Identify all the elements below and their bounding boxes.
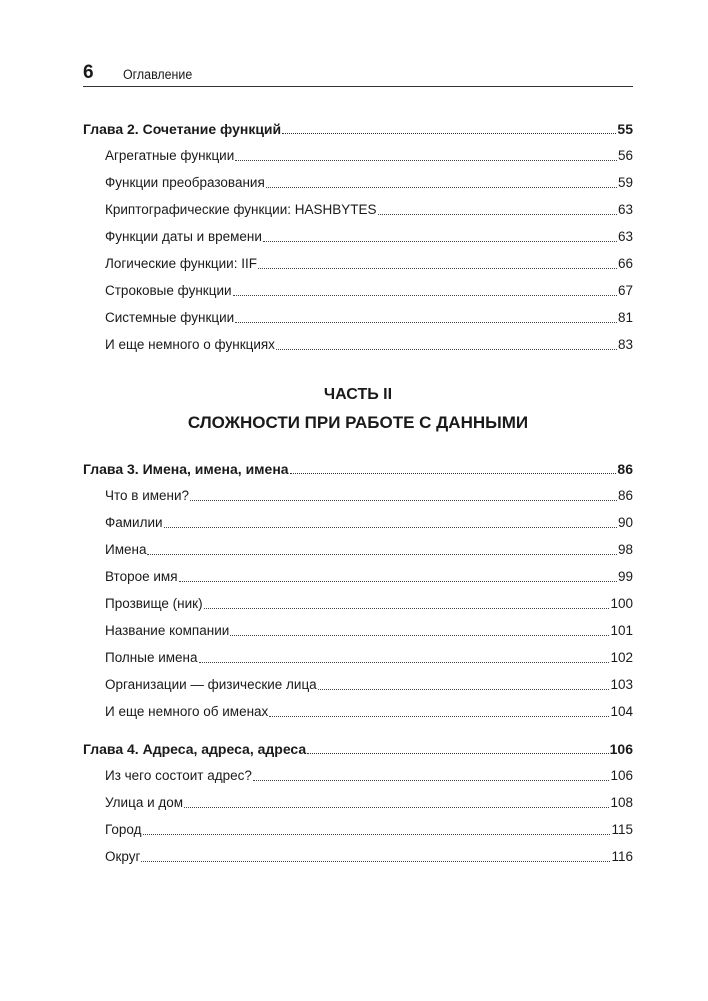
dot-leader bbox=[204, 607, 610, 609]
dot-leader bbox=[276, 348, 617, 350]
part-label: ЧАСТЬ II bbox=[323, 386, 393, 403]
dot-leader bbox=[230, 634, 609, 636]
dot-leader bbox=[190, 499, 617, 501]
section-title: Функции даты и времени bbox=[105, 229, 262, 244]
section-title: Округ bbox=[105, 849, 141, 864]
toc-chapter-2[interactable] bbox=[83, 118, 633, 138]
dot-leader bbox=[263, 240, 617, 242]
section-title: Организации — физические лица bbox=[105, 677, 317, 692]
toc-section[interactable] bbox=[105, 253, 633, 273]
dot-leader bbox=[266, 186, 617, 188]
toc-section[interactable] bbox=[105, 819, 633, 839]
section-page: 63 bbox=[617, 202, 633, 217]
section-page: 108 bbox=[610, 795, 633, 810]
toc-section[interactable] bbox=[105, 280, 633, 300]
toc-section[interactable] bbox=[105, 765, 633, 785]
toc-section[interactable] bbox=[105, 566, 633, 586]
dot-leader bbox=[184, 806, 609, 808]
dot-leader bbox=[179, 580, 617, 582]
chapter-title: Глава 2. Сочетание функций bbox=[83, 121, 282, 137]
dot-leader bbox=[290, 472, 617, 474]
dot-leader bbox=[199, 661, 610, 663]
part-title: СЛОЖНОСТИ ПРИ РАБОТЕ С ДАННЫМИ bbox=[187, 413, 529, 432]
section-title: Название компании bbox=[105, 623, 230, 638]
section-title: Логические функции: IIF bbox=[105, 256, 257, 271]
section-title: Функции преобразования bbox=[105, 175, 265, 190]
section-page: 104 bbox=[610, 704, 633, 719]
section-title: Системные функции bbox=[105, 310, 235, 325]
section-title: Улица и дом bbox=[105, 795, 184, 810]
section-title: Фамилии bbox=[105, 515, 163, 530]
toc-section[interactable] bbox=[105, 172, 633, 192]
chapter-title: Глава 3. Имена, имена, имена bbox=[83, 461, 289, 477]
dot-leader bbox=[164, 526, 617, 528]
section-page: 90 bbox=[617, 515, 633, 530]
section-title: Прозвище (ник) bbox=[105, 596, 203, 611]
section-page: 98 bbox=[617, 542, 633, 557]
section-page: 101 bbox=[610, 623, 633, 638]
toc-section[interactable] bbox=[105, 512, 633, 532]
dot-leader bbox=[318, 688, 610, 690]
toc-section[interactable] bbox=[105, 792, 633, 812]
section-page: 56 bbox=[617, 148, 633, 163]
section-page: 83 bbox=[617, 337, 633, 352]
section-page: 63 bbox=[617, 229, 633, 244]
section-page: 100 bbox=[610, 596, 633, 611]
section-page: 102 bbox=[610, 650, 633, 665]
section-page: 59 bbox=[617, 175, 633, 190]
section-page: 66 bbox=[617, 256, 633, 271]
section-page: 81 bbox=[617, 310, 633, 325]
section-page: 106 bbox=[610, 768, 633, 783]
chapter-page: 55 bbox=[617, 121, 633, 137]
section-title: Криптографические функции: HASHBYTES bbox=[105, 202, 377, 217]
section-title: Второе имя bbox=[105, 569, 178, 584]
dot-leader bbox=[282, 132, 616, 134]
dot-leader bbox=[143, 833, 611, 835]
dot-leader bbox=[253, 779, 610, 781]
toc-section[interactable] bbox=[105, 485, 633, 505]
toc-section[interactable] bbox=[105, 539, 633, 559]
toc-section[interactable] bbox=[105, 593, 633, 613]
section-page: 86 bbox=[617, 488, 633, 503]
section-title: Город bbox=[105, 822, 142, 837]
section-title: Агрегатные функции bbox=[105, 148, 235, 163]
toc-section[interactable] bbox=[105, 226, 633, 246]
toc-section[interactable] bbox=[105, 647, 633, 667]
section-page: 99 bbox=[617, 569, 633, 584]
dot-leader bbox=[378, 213, 617, 215]
section-page: 115 bbox=[611, 822, 633, 837]
page-number: 6 bbox=[83, 62, 94, 83]
section-page: 67 bbox=[617, 283, 633, 298]
toc-chapter-3[interactable] bbox=[83, 458, 633, 478]
section-page: 103 bbox=[610, 677, 633, 692]
toc-section[interactable] bbox=[105, 307, 633, 327]
toc-section[interactable] bbox=[105, 145, 633, 165]
page-header bbox=[83, 60, 633, 87]
section-title: И еще немного о функциях bbox=[105, 337, 275, 352]
toc-section[interactable] bbox=[105, 620, 633, 640]
toc-section[interactable] bbox=[105, 334, 633, 354]
dot-leader bbox=[258, 267, 617, 269]
section-title: Строковые функции bbox=[105, 283, 232, 298]
dot-leader bbox=[141, 860, 610, 862]
chapter-title: Глава 4. Адреса, адреса, адреса bbox=[83, 741, 307, 757]
section-title: Полные имена bbox=[105, 650, 198, 665]
toc-chapter-4[interactable] bbox=[83, 738, 633, 758]
dot-leader bbox=[235, 159, 617, 161]
section-title: Из чего состоит адрес? bbox=[105, 768, 252, 783]
running-title: Оглавление bbox=[123, 67, 193, 82]
toc-section[interactable] bbox=[105, 701, 633, 721]
chapter-page: 86 bbox=[617, 461, 633, 477]
dot-leader bbox=[269, 715, 609, 717]
toc-section[interactable] bbox=[105, 674, 633, 694]
section-page: 116 bbox=[611, 849, 633, 864]
section-title: Что в имени? bbox=[105, 488, 190, 503]
chapter-page: 106 bbox=[609, 741, 633, 757]
dot-leader bbox=[147, 553, 617, 555]
dot-leader bbox=[307, 752, 608, 754]
toc-section[interactable] bbox=[105, 199, 633, 219]
dot-leader bbox=[233, 294, 617, 296]
section-title: Имена bbox=[105, 542, 147, 557]
section-title: И еще немного об именах bbox=[105, 704, 269, 719]
dot-leader bbox=[235, 321, 617, 323]
toc-section[interactable] bbox=[105, 846, 633, 866]
